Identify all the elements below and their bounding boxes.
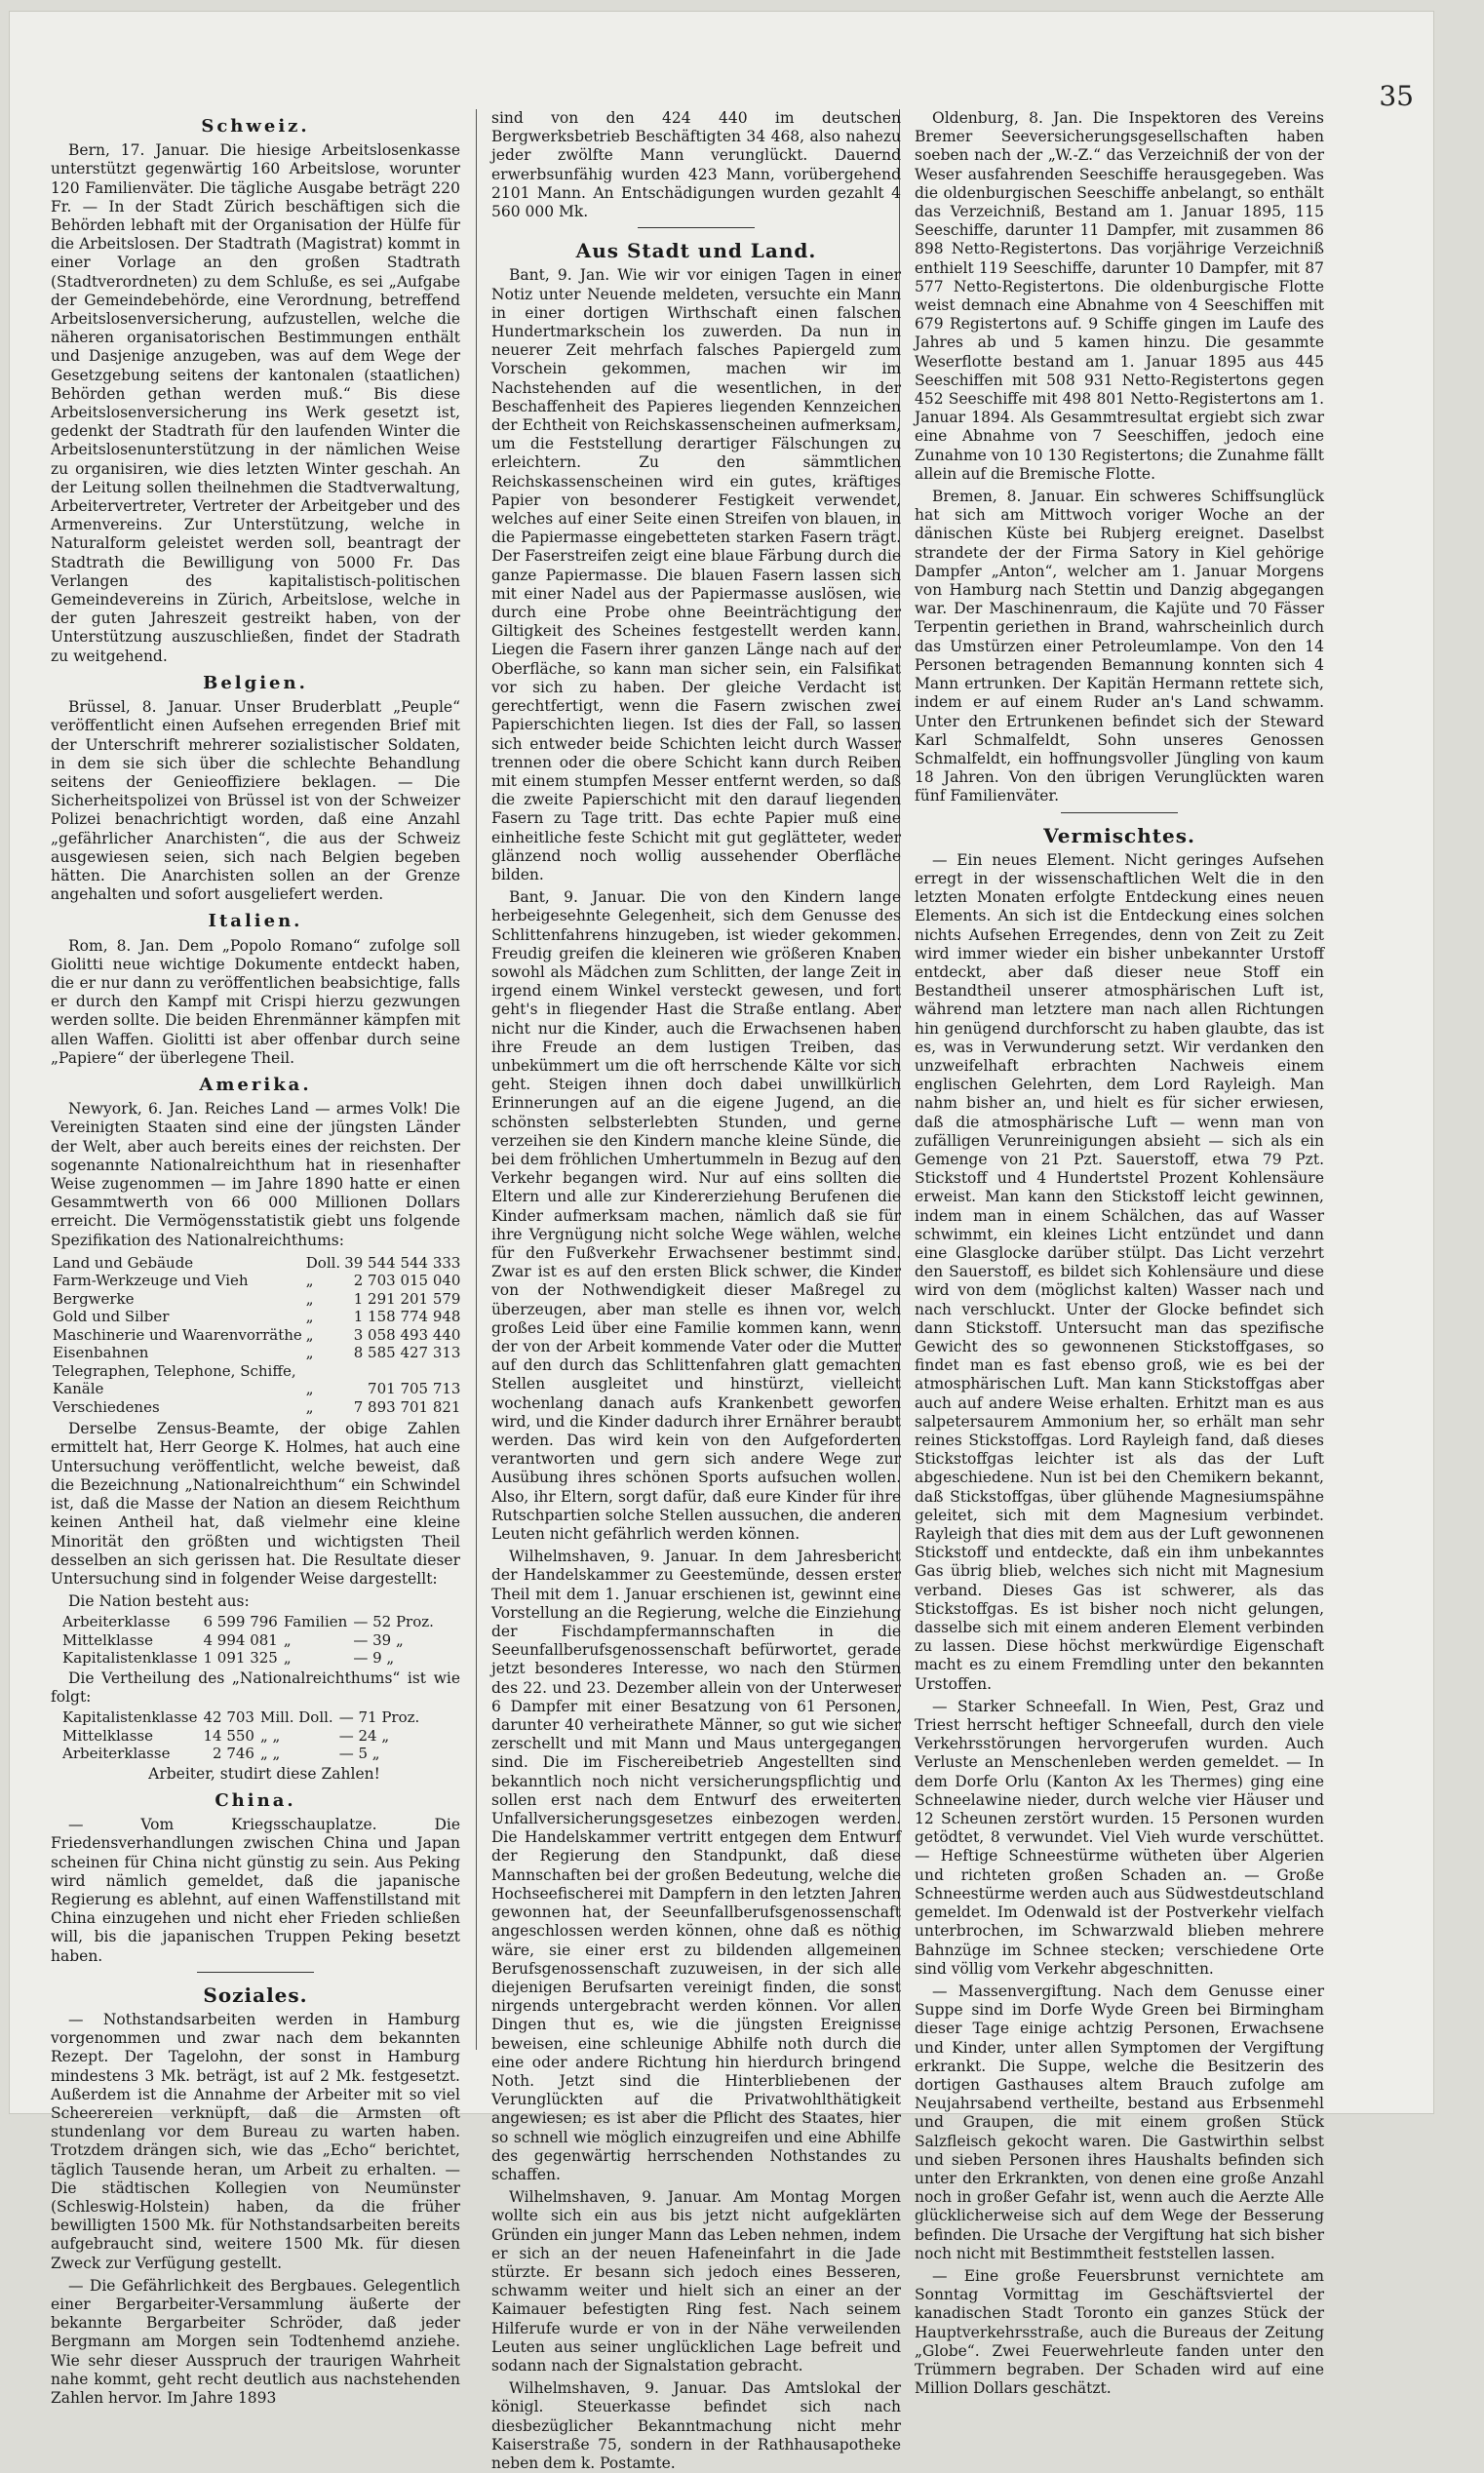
- article-paragraph: — Starker Schneefall. In Wien, Pest, Graz und Triest herrscht heftiger Schneefall, durch den viele Verkehrsstörungen hervorgerufen wurden. Auch Verluste an Menschenleben werden gemeldet. — In dem Dorfe Orlu (Kanton Ax les Thermes) ging eine Schneelawine nieder, durch welche vier Häuser und 12 Scheunen zerstört wurden. 15 Personen wurden getödtet, 8 verwundet. Viel Vieh wurde verschüttet. — Heftige Schneestürme wütheten über Algerien und richteten großen Schaden an. — Große Schneestürme werden auch aus Südwestdeutschland gemeldet. Im Odenwald ist der Postverkehr vielfach unterbrochen, im Schwarzwald blieben mehrere Bahnzüge im Schnee stecken; verschiedene Orte sind völlig vom Verkehr abgeschnitten.: [915, 1697, 1324, 1978]
- table-row: [51, 1290, 462, 1309]
- table-cell-value: 1 091 325: [203, 1649, 278, 1668]
- section-heading-schweiz: Schweiz.: [201, 116, 310, 137]
- newspaper-page: [10, 12, 1433, 2472]
- article-paragraph: Wilhelmshaven, 9. Januar. In dem Jahresbericht der Handelskammer zu Geestemünde, dessen erster Theil mit dem 1. Januar erschienen ist, gewinnt eine Vorstellung an die Regierung, welche die Einziehung der Fischdampfermannschaften in die Seeunfallberufsgenossenschaft befürwortet, gerade jetzt besonderes Interesse, wo nach den Stürmen des 22. und 23. Dezember allein von der Unterweser 6 Dampfer mit einer Besatzung von 61 Personen, darunter 40 verheirathete Männer, so gut wie sicher zerschellt und mit Mann und Maus untergegangen sind. Die im Fischereibetrieb Angestellten sind bekanntlich noch nicht versicherungspflichtig und sollen erst nach dem Entwurf des erweiterten Unfallversicherungsgesetzes einbezogen werden. Die Handelskammer vertritt entgegen dem Entwurf der Regierung den Standpunkt, daß diese Mannschaften bei der großen Bedeutung, welche die Hochseefischerei mit Dampfern in den letzten Jahren gewonnen hat, der Seeunfallberufsgenossenschaft angeschlossen werden können, ohne daß es nöthig wäre, sie einer erst zu bildenden allgemeinen Berufsgenossenschaft zuzuweisen, in der sich alle diejenigen Berufsarten vereinigt finden, die sonst nirgends untergebracht werden können. Vor allen Dingen thut es, wie die jüngsten Ereignisse beweisen, eine schleunige Abhilfe noth durch die eine oder andere Richtung hin hierdurch bringend Noth. Jetzt sind die Hinterbliebenen der Verunglückten auf die Privatwohlthätigkeit angewiesen; es ist aber die Pflicht des Staates, hier so schnell wie möglich einzugreifen und eine Abhilfe des gegenwärtig herrschenden Nothstandes zu schaffen.: [491, 1548, 901, 2183]
- table-caption: Die Vertheilung des „Nationalreichthums“ ist wie folgt:: [51, 1668, 460, 1707]
- article-paragraph: — Massenvergiftung. Nach dem Genusse einer Suppe sind im Dorfe Wyde Green bei Birmingham dieser Tage einige achtzig Personen, Erwachsene und Kinder, unter allen Symptomen der Vergiftung erkrankt. Die Suppe, welche die Besitzerin des dortigen Gasthauses altem Brauch zufolge am Neujahrsabend vertheilte, bestand aus Erbsenmehl und Graupen, die mit einem großen Stück Salzfleisch gekocht waren. Die Gastwirthin selbst und sieben Personen ihres Haushalts befinden sich unter den Erkrankten, von denen eine große Anzahl noch in großer Gefahr ist, wenn auch die Aerzte Alle glücklicherweise sich auf dem Wege der Besserung befinden. Die Ursache der Vergiftung hat sich bisher noch nicht mit Bestimmtheit feststellen lassen.: [915, 1982, 1324, 2262]
- wealth-table: [51, 1254, 462, 1417]
- table-cell-label: Land und Gebäude: [53, 1253, 194, 1272]
- section-heading-china: China.: [215, 1789, 296, 1811]
- table-cell-unit: [304, 1362, 342, 1381]
- table-cell-label: Mittelklasse: [62, 1630, 153, 1649]
- table-cell-value: 14 550: [203, 1726, 254, 1745]
- table-cell-percent: — 24 „: [338, 1726, 390, 1745]
- table-cell-value: 6 599 796: [203, 1613, 278, 1631]
- table-cell-value: 42 703: [203, 1708, 254, 1727]
- table-row: [51, 1398, 462, 1417]
- table-cell-unit: „: [283, 1630, 292, 1649]
- table-cell-percent: — 39 „: [353, 1630, 404, 1649]
- table-cell-value: 3 058 493 440: [353, 1325, 461, 1344]
- article-paragraph: Oldenburg, 8. Jan. Die Inspektoren des Vereins Bremer Seeversicherungsgesellschaften haben soeben nach der „W.-Z.“ das Verzeichniß der von der Weser ausfahrenden Seeschiffe herausgegeben. Was die oldenburgischen Seeschiffe anbelangt, so enthält das Verzeichniß, Bestand am 1. Januar 1895, 115 Seeschiffe, darunter 11 Dampfer, mit zusammen 86 898 Netto-Registertons. Das vorjährige Verzeichniß enthielt 119 Seeschiffe, darunter 10 Dampfer, mit 87 577 Netto-Registertons. Die oldenburgische Flotte weist demnach eine Abnahme von 4 Seeschiffen mit 679 Registertons auf. 9 Schiffe gingen im Laufe des Jahres ab und 5 kamen hinzu. Die gesammte Weserflotte bestand am 1. Januar 1895 aus 445 Seeschiffen mit 508 931 Netto-Registertons gegen 452 Seeschiffe mit 498 801 Netto-Registertons am 1. Januar 1894. Als Gesammtresultat ergiebt sich zwar eine Abnahme von 7 Seeschiffen, jedoch eine Zunahme von 10 130 Registertons; die Zunahme fällt allein auf die Bremische Flotte.: [915, 109, 1324, 483]
- table-cell-label: Mittelklasse: [62, 1726, 153, 1745]
- table-cell-unit: „ „: [259, 1726, 281, 1745]
- column-3: [915, 109, 1324, 2398]
- table-row: [62, 1649, 440, 1668]
- table-cell-label: Eisenbahnen: [53, 1344, 149, 1362]
- page-number: 35: [1379, 80, 1414, 112]
- table-cell-unit: „: [305, 1308, 314, 1326]
- table-cell-value: 4 994 081: [203, 1630, 278, 1649]
- table-row: [62, 1631, 440, 1650]
- article-paragraph: — Nothstandsarbeiten werden in Hamburg vorgenommen und zwar nach dem bekannten Rezept. Der Tagelohn, der sonst in Hamburg mindestens 3 Mk. beträgt, ist auf 2 Mk. festgesetzt. Außerdem ist die Annahme der Arbeiter mit so viel Scheerereien verknüpft, daß die Armsten oft stundenlang vor dem Bureau zu warten haben. Trotzdem drängen sich, wie das „Echo“ berichtet, täglich Tausende heran, um Arbeit zu erhalten. — Die städtischen Kollegien von Neumünster (Schleswig-Holstein) haben, da die früher bewilligten 1500 Mk. für Nothstandsarbeiten bereits aufgebraucht sind, weitere 1500 Mk. für diesen Zweck zur Verfügung gestellt.: [51, 2010, 460, 2272]
- table-row: [62, 1727, 425, 1746]
- section-heading-stadt-und-land: Aus Stadt und Land.: [575, 239, 817, 263]
- table-row: [62, 1708, 425, 1727]
- article-paragraph: Newyork, 6. Jan. Reiches Land — armes Volk! Die Vereinigten Staaten sind eine der jüngsten Länder der Welt, aber auch bereits eines der reichsten. Der sogenannte Nationalreichthum hat in riesenhafter Weise zugenommen — im Jahre 1890 hatte er einen Gesammtwerth von 66 000 Millionen Dollars erreicht. Die Vermögensstatistik giebt uns folgende Spezifikation des Nationalreichthums:: [51, 1100, 460, 1249]
- article-paragraph: Bremen, 8. Januar. Ein schweres Schiffsunglück hat sich am Mittwoch voriger Woche an der dänischen Küste bei Rubjerg ereignet. Daselbst strandete der der Firma Satory in Kiel gehörige Dampfer „Anton“, welcher am 1. Januar Morgens von Hamburg nach Stettin und Danzig abgegangen war. Der Maschinenraum, die Kajüte und 70 Fässer Terpentin geriethen in Brand, wahrscheinlich durch das Umstürzen einer Petroleumlampe. Von den 14 Personen betragenden Bemannung konnten sich 4 Mann ertrunken. Der Kapitän Hermann rettete sich, indem er auf einem Ruder an's Land schwamm. Unter den Ertrunkenen befindet sich der Steward Karl Schmalfeldt, Sohn unseres Genossen Schmalfeldt, ein hoffnungsvoller Jüngling von kaum 18 Jahren. Von den übrigen Verunglückten waren fünf Familienväter.: [915, 488, 1324, 805]
- table-row: [51, 1380, 462, 1398]
- table-cell-unit: „: [283, 1649, 292, 1668]
- article-paragraph: — Vom Kriegsschauplatze. Die Friedensverhandlungen zwischen China und Japan scheinen für China nicht günstig zu sein. Aus Peking wird nämlich gemeldet, daß die japanische Regierung es ablehnt, auf einen Waffenstillstand mit China einzugehen und nicht eher Frieden schließen will, bis die japanischen Truppen Peking besetzt haben.: [51, 1816, 460, 1965]
- table-cell-percent: — 52 Proz.: [353, 1613, 434, 1631]
- table-row: [51, 1254, 462, 1273]
- table-cell-unit: „: [305, 1397, 314, 1416]
- article-paragraph: Derselbe Zensus-Beamte, der obige Zahlen ermittelt hat, Herr George K. Holmes, hat auch eine Untersuchung veröffentlicht, welche beweist, daß die Bezeichnung „Nationalreichthum“ ein Schwindel ist, daß die Masse der Nation an diesem Reichthum keinen Antheil hat, daß vielmehr eine kleine Minorität den größten und wichtigsten Theil desselben an sich gerissen hat. Die Resultate dieser Untersuchung sind in folgender Weise dargestellt:: [51, 1420, 460, 1588]
- column-2: [491, 109, 901, 2472]
- table-row: [62, 1613, 440, 1631]
- table-row: [51, 1272, 462, 1290]
- table-cell-label: Kanäle: [53, 1380, 104, 1398]
- section-heading-italien: Italien.: [208, 911, 303, 932]
- table-cell-percent: — 5 „: [338, 1745, 380, 1763]
- section-heading-vermischtes: Vermischtes.: [1043, 823, 1195, 847]
- divider: [638, 227, 755, 228]
- table-cell-value: 701 705 713: [368, 1380, 461, 1398]
- table-row: [51, 1326, 462, 1345]
- divider: [197, 1972, 314, 1973]
- table-cell-unit: Familien: [283, 1613, 348, 1631]
- article-paragraph: Bern, 17. Januar. Die hiesige Arbeitslosenkasse unterstützt gegenwärtig 160 Arbeitslose, worunter 120 Familienväter. Die tägliche Ausgabe beträgt 220 Fr. — In der Stadt Zürich beschäftigen sich die Behörden lebhaft mit der Organisation der Hülfe für die Arbeitslosen. Der Stadtrath (Magistrat) kommt in einer Vorlage an den großen Stadtrath (Stadtverordneten) zu dem Schluße, es sei „Aufgabe der Gemeindebehörde, eine Verordnung, betreffend Arbeitslosenversicherung, aufzustellen, welche die näheren organisatorischen Bestimmungen enthält und Dasjenige anzugeben, was auf dem Wege der Gesetzgebung seitens der kantonalen (staatlichen) Behörden gethan werden muß.“ Bis diese Arbeitslosenversicherung ins Werk gesetzt ist, gedenkt der Stadtrath für den laufenden Winter die Arbeitslosenunterstützung in der nämlichen Weise zu organisiren, wie dies letzten Winter geschah. An der Leitung sollen theilnehmen die Stadtverwaltung, Arbeitervertreter, Vertreter der Arbeitgeber und des Armenvereins. Zur Unterstützung, welche in Naturalform geleistet werden soll, beantragt der Stadtrath die Bewilligung von 5000 Fr. Das Verlangen des kapitalistisch-politischen Gemeindevereins in Zürich, Arbeitslose, welche in der guten Jahreszeit gestreikt haben, von der Unterstützung auszuschließen, findet der Stadrath zu weitgehend.: [51, 141, 460, 665]
- table-cell-percent: — 71 Proz.: [338, 1708, 420, 1727]
- table-cell-value: 1 291 201 579: [353, 1289, 461, 1308]
- table-cell-value: 8 585 427 313: [353, 1344, 461, 1362]
- divider: [1061, 812, 1178, 813]
- table-cell-percent: — 9 „: [353, 1649, 395, 1668]
- table-cell-label: Arbeiterklasse: [62, 1745, 171, 1763]
- table-cell-value: 7 893 701 821: [353, 1397, 461, 1416]
- article-paragraph: Bant, 9. Jan. Wie wir vor einigen Tagen in einer Notiz unter Neuende meldeten, versuchte ein Mann in einer dortigen Wirthschaft einen falschen Hundertmarkschein los zuwerden. Da nun in neuerer Zeit mehrfach falsches Papiergeld zum Vorschein gekommen, machen wir im Nachstehenden auf die wesentlichen, in der Beschaffenheit des Papieres liegenden Kennzeichen der Echtheit von Reichskassenscheinen aufmerksam, um die Feststellung derartiger Fälschungen zu erleichtern. Zu den sämmtlichen Reichskassenscheinen wird ein gutes, kräftiges Papier von besonderer Festigkeit verwendet, welches auf einer Seite einen Streifen von blauen, in die Papiermasse eingebetteten starken Fasern trägt. Der Faserstreifen zeigt eine blaue Färbung durch die ganze Papiermasse. Die blauen Fasern lassen sich mit einer Nadel aus der Papiermasse auslösen, wie durch eine Probe ohne Beeinträchtigung der Giltigkeit des Scheines festgestellt werden kann. Liegen die Fasern ihrer ganzen Länge nach auf der Oberfläche, so kann man sicher sein, ein Falsifikat vor sich zu haben. Der gleiche Verdacht ist gerechtfertigt, wenn die Fasern zwischen zwei Papierschichten liegen. Ist dies der Fall, so lassen sich entweder beide Schichten leicht durch Wasser trennen oder die obere Schicht kann durch Reiben mit einem stumpfen Messer entfernt werden, so daß die zweite Papierschicht mit den darauf liegenden Fasern zu Tage tritt. Das echte Papier muß eine einheitliche feste Schicht mit gut geglätteter, weder glänzend noch wollig aussehender Oberfläche bilden.: [491, 266, 901, 883]
- table-caption: Die Nation besteht aus:: [68, 1592, 250, 1611]
- table-cell-value: 39 544 544 333: [344, 1253, 461, 1272]
- table-cell-label: Gold und Silber: [53, 1308, 170, 1326]
- table-cell-unit: „: [305, 1325, 314, 1344]
- article-paragraph: sind von den 424 440 im deutschen Bergwerksbetrieb Beschäftigten 34 468, also nahezu jeder zwölfte Mann verunglückt. Dauernd erwerbsunfähig wurden 423 Mann, vorübergehend 2101 Mann. An Entschädigungen wurden gezahlt 4 560 000 Mk.: [491, 109, 901, 221]
- table-cell-label: Maschinerie und Waarenvorräthe: [53, 1325, 302, 1344]
- article-paragraph: Wilhelmshaven, 9. Januar. Am Montag Morgen wollte sich ein aus bis jetzt nicht aufgeklärten Gründen ein junger Mann das Leben nehmen, indem er sich an der neuen Hafeneinfahrt in die Jade stürzte. Er besann sich jedoch eines Besseren, schwamm weiter und hielt sich an einer an der Kaimauer befestigten Ring fest. Nach seinem Hilferufe wurde er von in der Nähe verweilenden Leuten aus seiner unglücklichen Lage befreit und sodann nach der Signalstation gebracht.: [491, 2188, 901, 2375]
- table-cell-label: Arbeiterklasse: [62, 1613, 171, 1631]
- table-row: [51, 1344, 462, 1362]
- article-paragraph: — Ein neues Element. Nicht geringes Aufsehen erregt in der wissenschaftlichen Welt die in den letzten Monaten erfolgte Entdeckung eines neuen Elements. An sich ist die Entdeckung eines solchen nichts Aufsehen Erregendes, denn von Zeit zu Zeit wird immer wieder ein bisher unbekannter Urstoff entdeckt, aber daß dieser neue Stoff ein Bestandtheil unserer atmosphärischen Luft ist, während man letztere man nach allen Richtungen hin genügend durchforscht zu haben glaubte, das ist es, was in Verwunderung setzt. Wir verdanken den unzweifelhaft erbrachten Nachweis einem englischen Gelehrten, dem Lord Rayleigh. Man nahm bisher an, und hielt es für sicher erwiesen, daß die atmosphärische Luft — wenn man von zufälligen Verunreinigungen absieht — sich als ein Gemenge von 21 Pzt. Sauerstoff, etwa 79 Pzt. Stickstoff und 4 Hundertstel Prozent Kohlensäure erweist. Man kann den Stickstoff leicht gewinnen, indem man in einem Schälchen, das auf Wasser schwimmt, ein kleines Licht entzündet und dann eine Glasglocke darüber stülpt. Das Licht verzehrt den Sauerstoff, es bildet sich Kohlensäure und diese wird von dem (möglichst kalten) Wasser nach und nach verschluckt. Unter der Glocke befindet sich dann Stickstoff. Untersucht man das spezifische Gewicht des so gewonnenen Stickstoffgases, so findet man es fast ebenso groß, wie es bei der atmosphärischen Luft. Man kann Stickstoffgas aber auch auf andere Weise erhalten. Erhitzt man es aus salpetersaurem Ammonium her, so erhält man sehr reines Stickstoffgas. Lord Rayleigh fand, daß dieses Stickstoffgas leichter ist als das der Luft abgeschiedene. Nun ist bei den Chemikern bekannt, daß Stickstoffgas, über glühende Magnesiumspähne geleitet, sich mit dem Magnesium verbindet. Rayleigh that dies mit dem aus der Luft gewonnenen Stickstoff und entdeckte, daß ein ihm unbekanntes Gas übrig blieb, welches sich nicht mit Magnesium verband. Dieses Gas ist schwerer, als das Stickstoffgas. Es ist bisher noch nicht gelungen, dasselbe sich mit einem anderen Element verbinden zu lassen. Diese höchst merkwürdige Eigenschaft macht es zu einem Fremdling unter den bekannten Urstoffen.: [915, 850, 1324, 1693]
- article-paragraph: Bant, 9. Januar. Die von den Kindern lange herbeigesehnte Gelegenheit, sich dem Genusse des Schlittenfahrens hinzugeben, ist wieder gekommen. Freudig greifen die kleineren wie größeren Knaben sowohl als Mädchen zum Schlitten, der lange Zeit in irgend einem Winkel versteckt gewesen, und fort geht's in fliegender Hast die Straße entlang. Aber nicht nur die Kinder, auch die Erwachsenen haben ihre Freude an dem lustigen Treiben, das unbekümmert um die oft herrschende Kälte vor sich geht. Steigen ihnen doch dabei unwillkürlich Erinnerungen auf an die eigene Jugend, an die schönsten selbsterlebten Stunden, und gerne verzeihen sie den Kindern manche kleine Sünde, die bei dem fröhlichen Umhertummeln in Bezug auf den Verkehr begangen wird. Nur auf eins sollten die Eltern und alle zur Kindererziehung Berufenen die Kinder aufmerksam machen, nämlich daß sie für ihre Vergnügung nicht solche Wege wählen, welche für den Fußverkehr Erwachsener bestimmt sind. Zwar ist es auf den ersten Blick schwer, die Kinder von der Nothwendigkeit dieser Maßregel zu überzeugen, aber man stelle es ihnen vor, welch großes Leid über eine Familie kommen kann, wenn der von der Arbeit kommende Vater oder die Mutter auf den durch das Schlittenfahren glatt gemachten Stellen ausgleitet und hinstürzt, vielleicht wochenlang danach aufs Krankenbett geworfen wird, und die Kinder dadurch ihrer Ernährer beraubt werden. Das wird kein von den Aufgeforderten verantworten und gern sich andere Wege zur Ausübung ihres schönen Sports aufsuchen wollen. Also, ihr Eltern, sorgt dafür, daß eure Kinder für ihre Rutschpartien solche Stellen aussuchen, die anderen Leuten nicht gefährlich werden können.: [491, 888, 901, 1544]
- article-paragraph: Brüssel, 8. Januar. Unser Bruderblatt „Peuple“ veröffentlicht einen Aufsehen erregenden Brief mit der Unterschrift mehrerer sozialistischer Soldaten, in dem sie sich über die schlechte Behandlung seitens der Genieoffiziere beklagen. — Die Sicherheitspolizei von Brüssel ist von der Schweizer Polizei benachrichtigt worden, daß eine Anzahl „gefährlicher Anarchisten“, die aus der Schweiz ausgewiesen seien, sich nach Belgien begeben hätten. Die Anarchisten sollen an der Grenze angehalten und sofort ausgeliefert werden.: [51, 698, 460, 904]
- table-cell-unit: „: [305, 1289, 314, 1308]
- section-heading-belgien: Belgien.: [203, 672, 308, 693]
- table-cell-unit: Doll.: [305, 1253, 341, 1272]
- table-row: [51, 1308, 462, 1326]
- table-cell-value: 1 158 774 948: [353, 1308, 461, 1326]
- table-cell-label: Kapitalistenklasse: [62, 1708, 198, 1727]
- section-heading-soziales: Soziales.: [203, 1982, 308, 2007]
- table-row: [51, 1362, 462, 1381]
- table-cell-value: 2 703 015 040: [353, 1272, 461, 1290]
- table-cell-unit: Mill. Doll.: [259, 1708, 333, 1727]
- article-paragraph: — Die Gefährlichkeit des Bergbaues. Gelegentlich einer Bergarbeiter-Versammlung äußerte der bekannte Bergarbeiter Schröder, daß jeder Bergmann am Morgen sein Todtenhemd anziehe. Wie sehr dieser Ausspruch der traurigen Wahrheit nahe kommt, geht recht deutlich aus nachstehenden Zahlen hervor. Im Jahre 1893: [51, 2276, 460, 2408]
- table-cell-label: Farm-Werkzeuge und Vieh: [53, 1272, 249, 1290]
- table-cell-value: 2 746: [213, 1745, 254, 1763]
- table-cell-label: Bergwerke: [53, 1289, 135, 1308]
- column-1: [51, 109, 461, 2408]
- table-cell-unit: „: [305, 1380, 314, 1398]
- table-cell-value: [342, 1362, 462, 1381]
- table-cell-unit: „: [305, 1344, 314, 1362]
- article-paragraph: Rom, 8. Jan. Dem „Popolo Romano“ zufolge soll Giolitti neue wichtige Dokumente entdeckt haben, die er nur dann zu veröffentlichen beabsichtige, falls er durch den Kampf mit Crispi hierzu gezwungen werden sollte. Die beiden Ehrenmänner kämpfen mit allen Waffen. Giolitti ist aber offenbar durch seine „Papiere“ der überlegene Theil.: [51, 936, 460, 1067]
- table-cell-unit: „ „: [259, 1745, 281, 1763]
- closing-line: Arbeiter, studirt diese Zahlen!: [148, 1764, 380, 1783]
- section-heading-amerika: Amerika.: [199, 1074, 312, 1095]
- table-cell-unit: „: [305, 1272, 314, 1290]
- table-row: [62, 1745, 425, 1763]
- table-cell-label: Kapitalistenklasse: [62, 1649, 198, 1668]
- article-paragraph: Wilhelmshaven, 9. Januar. Das Amtslokal der königl. Steuerkasse befindet sich nach diesbezüglicher Bekanntmachung nicht mehr Kaiserstraße 75, sondern in der Rathhausapotheke neben dem k. Postamte.: [491, 2379, 901, 2472]
- table-cell-label: Verschiedenes: [53, 1397, 160, 1416]
- nation-table: [62, 1613, 440, 1668]
- table-cell-label: Telegraphen, Telephone, Schiffe,: [53, 1361, 296, 1380]
- article-paragraph: — Eine große Feuersbrunst vernichtete am Sonntag Vormittag im Geschäftsviertel der kanadischen Stadt Toronto ein ganzes Stück der Hauptverkehrsstraße, auch die Bureaus der Zeitung „Globe“. Zwei Feuerwehrleute fanden unter den Trümmern begraben. Der Schaden wird auf eine Million Dollars geschätzt.: [915, 2266, 1324, 2398]
- column-rule: [476, 109, 477, 2050]
- distribution-table: [62, 1708, 425, 1763]
